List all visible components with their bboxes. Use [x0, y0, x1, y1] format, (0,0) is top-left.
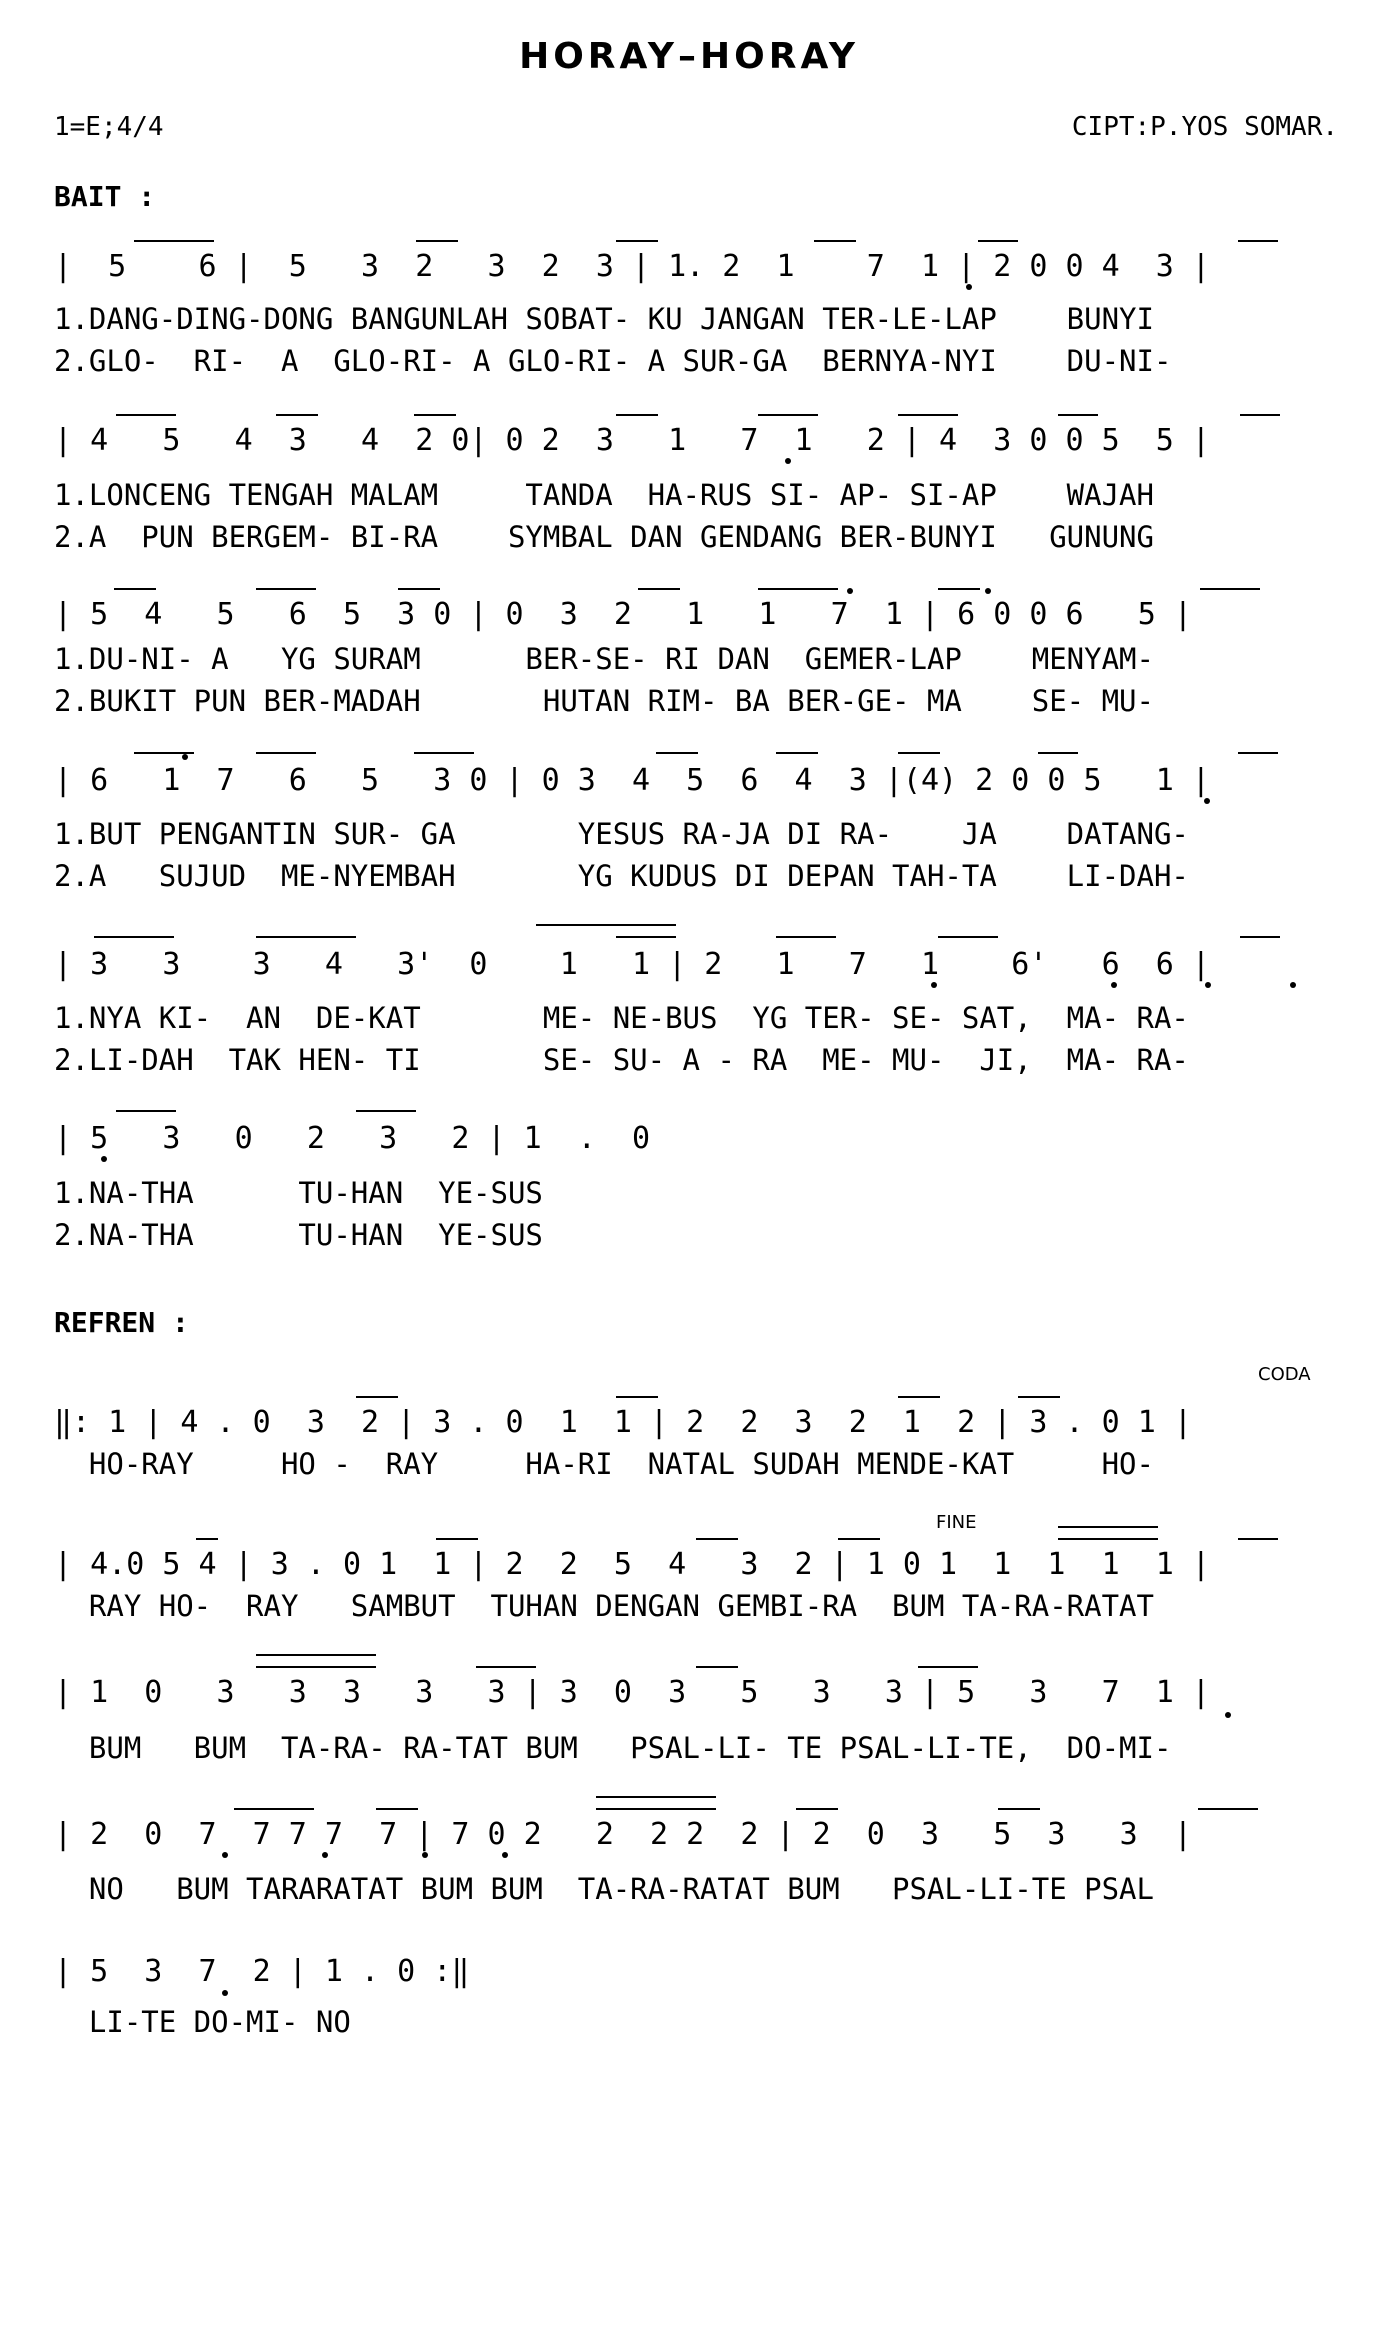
bait-notes-2: | 4 5 4 3 4 2 0| 0 2 3 1 7 1 2 | 4 3 0 0 5 5 |	[54, 423, 1210, 458]
octave-dot	[222, 1852, 228, 1858]
bait-lyric-2-v2: 2.A PUN BERGEM- BI-RA SYMBAL DAN GENDANG BER-BUNYI GUNUNG	[54, 520, 1154, 554]
beam-bar	[356, 1110, 416, 1112]
octave-dot	[101, 1156, 107, 1162]
beam-bar	[1058, 1538, 1158, 1540]
beam-bar	[256, 588, 316, 590]
beam-bar	[696, 1538, 738, 1540]
beam-bar	[416, 240, 458, 242]
song-title: HORAY–HORAY	[519, 36, 859, 77]
bait-lyric-5-v2: 2.LI-DAH TAK HEN- TI SE- SU- A - RA ME- MU- JI, MA- RA-	[54, 1043, 1189, 1077]
beam-bar	[1198, 1808, 1258, 1810]
beam-bar	[1200, 588, 1260, 590]
refren-lyric-2: RAY HO- RAY SAMBUT TUHAN DENGAN GEMBI-RA BUM TA-RA-RATAT	[54, 1589, 1154, 1623]
beam-bar	[256, 752, 316, 754]
beam-bar	[898, 1396, 940, 1398]
beam-bar	[1018, 1396, 1060, 1398]
beam-bar	[898, 414, 958, 416]
beam-bar	[838, 1538, 880, 1540]
beam-bar	[938, 936, 998, 938]
beam-bar	[616, 1396, 658, 1398]
beam-bar	[116, 1110, 176, 1112]
beam-bar	[978, 240, 1018, 242]
refren-lyric-3: BUM BUM TA-RA- RA-TAT BUM PSAL-LI- TE PSAL-LI-TE, DO-MI-	[54, 1731, 1172, 1765]
bait-lyric-4-v1: 1.BUT PENGANTIN SUR- GA YESUS RA-JA DI RA- JA DATANG-	[54, 817, 1189, 851]
beam-bar	[616, 936, 676, 938]
bait-lyric-4-v2: 2.A SUJUD ME-NYEMBAH YG KUDUS DI DEPAN TAH-TA LI-DAH-	[54, 859, 1189, 893]
beam-bar	[938, 588, 980, 590]
beam-bar	[256, 1654, 376, 1656]
octave-dot	[222, 1990, 228, 1996]
octave-dot	[847, 588, 853, 594]
beam-bar	[776, 936, 836, 938]
beam-bar	[1240, 936, 1280, 938]
composer-credit: CIPT:P.YOS SOMAR.	[1071, 112, 1338, 142]
key-signature: 1=E;4/4	[54, 112, 164, 142]
refren-notes-3: | 1 0 3 3 3 3 3 | 3 0 3 5 3 3 | 5 3 7 1 |	[54, 1675, 1210, 1710]
beam-bar	[596, 1796, 716, 1798]
beam-bar	[436, 1538, 478, 1540]
bait-lyric-1-v1: 1.DANG-DING-DONG BANGUNLAH SOBAT- KU JANGAN TER-LE-LAP BUNYI	[54, 302, 1154, 336]
beam-bar	[898, 752, 940, 754]
beam-bar	[256, 936, 356, 938]
bait-lyric-3-v1: 1.DU-NI- A YG SURAM BER-SE- RI DAN GEMER-LAP MENYAM-	[54, 642, 1154, 676]
beam-bar	[1038, 752, 1078, 754]
beam-bar	[998, 1808, 1040, 1810]
octave-dot	[502, 1852, 508, 1858]
beam-bar	[376, 1808, 418, 1810]
refren-notes-1: ‖: 1 | 4 . 0 3 2 | 3 . 0 1 1 | 2 2 3 2 1 2 | 3 . 0 1 |	[54, 1405, 1192, 1440]
octave-dot	[1290, 982, 1296, 988]
beam-bar	[1238, 1538, 1278, 1540]
beam-bar	[196, 1538, 218, 1540]
beam-bar	[814, 240, 856, 242]
refren-notes-4: | 2 0 7 7 7 7 7 | 7 0 2 2 2 2 2 | 2 0 3 5 3 3 |	[54, 1817, 1192, 1852]
beam-bar	[276, 414, 318, 416]
beam-bar	[758, 414, 818, 416]
beam-bar	[796, 1808, 838, 1810]
coda-marker: CODA	[1258, 1364, 1311, 1385]
octave-dot	[322, 1852, 328, 1858]
beam-bar	[696, 1666, 738, 1668]
beam-bar	[414, 752, 474, 754]
bait-notes-6: | 5 3 0 2 3 2 | 1 . 0	[54, 1121, 651, 1156]
bait-lyric-3-v2: 2.BUKIT PUN BER-MADAH HUTAN RIM- BA BER-GE- MA SE- MU-	[54, 684, 1154, 718]
fine-marker: FINE	[936, 1512, 977, 1533]
bait-lyric-6-v1: 1.NA-THA TU-HAN YE-SUS	[54, 1176, 543, 1210]
octave-dot	[422, 1852, 428, 1858]
octave-dot	[1225, 1712, 1231, 1718]
beam-bar	[356, 1396, 398, 1398]
octave-dot	[1205, 982, 1211, 988]
beam-bar	[414, 414, 456, 416]
beam-bar	[638, 588, 680, 590]
octave-dot	[985, 588, 991, 594]
refren-lyric-1: HO-RAY HO - RAY HA-RI NATAL SUDAH MENDE-KAT HO-	[54, 1447, 1154, 1481]
beam-bar	[656, 752, 698, 754]
octave-dot	[1111, 982, 1117, 988]
beam-bar	[1058, 414, 1098, 416]
beam-bar	[1240, 414, 1280, 416]
bait-lyric-6-v2: 2.NA-THA TU-HAN YE-SUS	[54, 1218, 543, 1252]
beam-bar	[776, 752, 818, 754]
beam-bar	[114, 588, 156, 590]
beam-bar	[616, 240, 658, 242]
octave-dot	[785, 458, 791, 464]
bait-label: BAIT :	[54, 180, 156, 213]
octave-dot	[931, 982, 937, 988]
bait-lyric-1-v2: 2.GLO- RI- A GLO-RI- A GLO-RI- A SUR-GA BERNYA-NYI DU-NI-	[54, 344, 1172, 378]
bait-lyric-5-v1: 1.NYA KI- AN DE-KAT ME- NE-BUS YG TER- SE- SAT, MA- RA-	[54, 1001, 1189, 1035]
beam-bar	[94, 936, 174, 938]
beam-bar	[116, 414, 176, 416]
beam-bar	[596, 1808, 716, 1810]
beam-bar	[256, 1666, 376, 1668]
beam-bar	[398, 588, 440, 590]
beam-bar	[616, 414, 658, 416]
octave-dot	[182, 754, 188, 760]
bait-lyric-2-v1: 1.LONCENG TENGAH MALAM TANDA HA-RUS SI- AP- SI-AP WAJAH	[54, 478, 1154, 512]
octave-dot	[966, 284, 972, 290]
beam-bar	[134, 240, 214, 242]
octave-dot	[1204, 798, 1210, 804]
bait-notes-3: | 5 4 5 6 5 3 0 | 0 3 2 1 1 7 1 | 6 0 0 6 5 |	[54, 597, 1192, 632]
beam-bar	[1058, 1526, 1158, 1528]
beam-bar	[536, 924, 676, 926]
refren-label: REFREN :	[54, 1306, 189, 1339]
beam-bar	[1238, 752, 1278, 754]
beam-bar	[918, 1666, 978, 1668]
refren-notes-2: | 4.0 5 4 | 3 . 0 1 1 | 2 2 5 4 3 2 | 1 0 1 1 1 1 1 |	[54, 1547, 1210, 1582]
refren-notes-5: | 5 3 7 2 | 1 . 0 :‖	[54, 1954, 470, 1989]
bait-notes-4: | 6 1 7 6 5 3 0 | 0 3 4 5 6 4 3 |(4) 2 0 0 5 1 |	[54, 763, 1210, 798]
refren-lyric-4: NO BUM TARARATAT BUM BUM TA-RA-RATAT BUM PSAL-LI-TE PSAL	[54, 1872, 1154, 1906]
bait-notes-5: | 3 3 3 4 3' 0 1 1 | 2 1 7 1 6' 6 6 |	[54, 947, 1210, 982]
beam-bar	[758, 588, 838, 590]
beam-bar	[476, 1666, 536, 1668]
beam-bar	[1238, 240, 1278, 242]
bait-notes-1: | 5 6 | 5 3 2 3 2 3 | 1. 2 1 7 1 | 2 0 0 4 3 |	[54, 249, 1210, 284]
refren-lyric-5: LI-TE DO-MI- NO	[54, 2005, 351, 2039]
beam-bar	[234, 1808, 314, 1810]
